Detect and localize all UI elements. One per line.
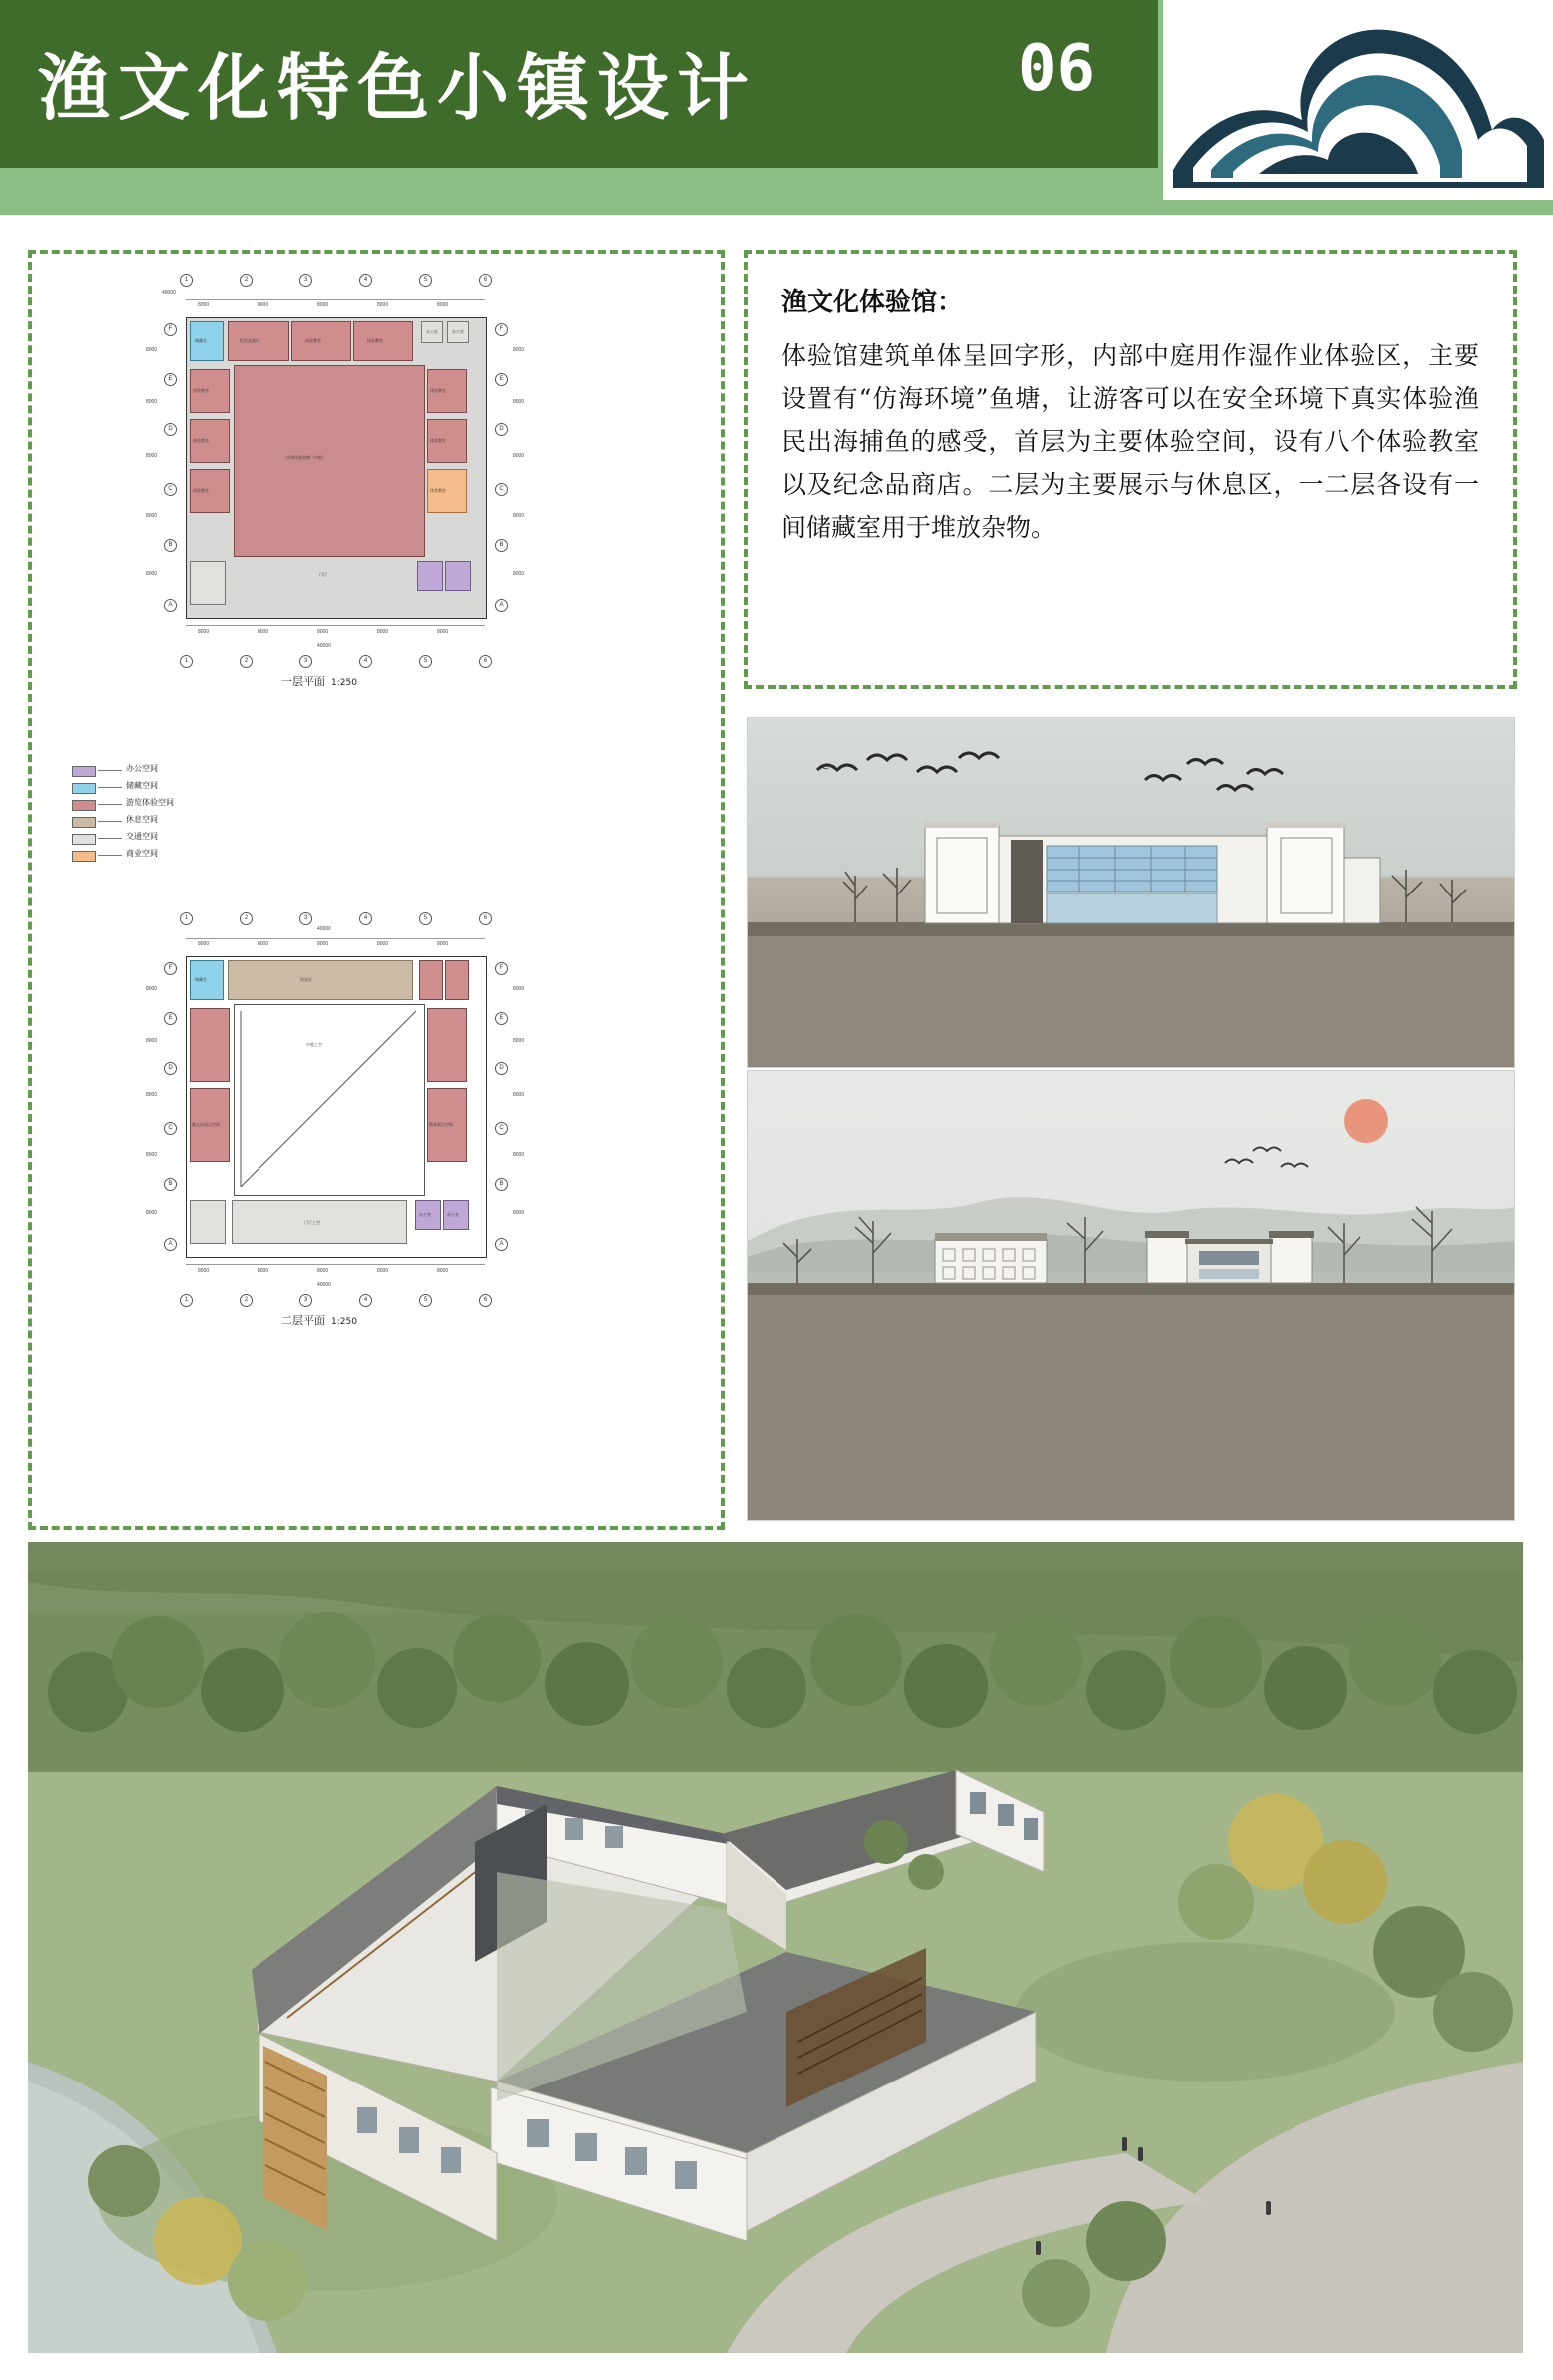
side-dim: 8000 xyxy=(146,399,158,405)
legend-leader xyxy=(98,770,122,771)
second-floor-plan xyxy=(102,912,661,1472)
grid-bubble: 2 xyxy=(240,274,253,287)
side-dim: 8000 xyxy=(513,513,525,519)
bay-dim: 8000 xyxy=(198,941,210,947)
grid-bubble: 6 xyxy=(479,655,492,668)
elevation-south-image xyxy=(747,1070,1515,1521)
room-label: 纪念品商店 xyxy=(240,338,259,343)
grid-bubble: 3 xyxy=(299,274,312,287)
side-dim: 8000 xyxy=(513,1210,525,1216)
side-dim: 8000 xyxy=(146,571,158,577)
legend-leader xyxy=(98,838,122,839)
grid-bubble: A xyxy=(164,599,177,612)
grid-bubble: C xyxy=(164,483,177,496)
bay-dim: 8000 xyxy=(198,629,210,635)
legend-label: 办公空间 xyxy=(126,764,158,773)
bird-icon: 〜 xyxy=(817,762,831,777)
grid-bubble: B xyxy=(164,1178,177,1191)
grid-bubble: 5 xyxy=(419,1294,432,1307)
grid-bubble: F xyxy=(495,962,508,975)
legend-item xyxy=(72,797,252,812)
grid-bubble: 1 xyxy=(180,655,193,668)
bay-dim: 8000 xyxy=(317,629,329,635)
side-dim: 8000 xyxy=(146,513,158,519)
first-floor-plan xyxy=(102,274,661,833)
overall-dim: 40000 xyxy=(317,926,331,932)
legend-item xyxy=(72,814,252,829)
room-label: 体验教室 xyxy=(305,338,321,343)
grid-bubble: B xyxy=(495,1178,508,1191)
legend-swatch xyxy=(72,851,96,862)
overall-dim: 40000 xyxy=(317,1282,331,1288)
room-label: 办公室 xyxy=(419,1212,431,1217)
grid-bubble: 4 xyxy=(359,1294,372,1307)
room-label: 体验教室 xyxy=(193,438,209,443)
grid-bubble: D xyxy=(495,423,508,436)
plan-scale: 1:250 xyxy=(331,678,357,688)
plan-caption-first xyxy=(281,673,357,689)
side-dim: 8000 xyxy=(513,1092,525,1098)
legend-swatch xyxy=(72,783,96,794)
bay-dim: 8000 xyxy=(377,941,389,947)
side-dim: 8000 xyxy=(146,1038,158,1044)
legend-label: 商业空间 xyxy=(126,849,158,858)
legend-swatch xyxy=(72,834,96,845)
side-dim: 8000 xyxy=(513,571,525,577)
grid-bubble: 6 xyxy=(479,912,492,925)
bay-dim: 8000 xyxy=(317,302,329,308)
room-label: 门厅 xyxy=(319,572,327,577)
grid-bubble: C xyxy=(495,483,508,496)
room-label: 储藏室 xyxy=(195,338,207,343)
grid-bubble: F xyxy=(495,323,508,336)
room-label: 中庭上空 xyxy=(306,1042,322,1047)
legend-leader xyxy=(98,855,122,856)
grid-bubble: 3 xyxy=(299,912,312,925)
grid-bubble: 6 xyxy=(479,274,492,287)
grid-bubble: 5 xyxy=(419,274,432,287)
room-label: 休息区 xyxy=(300,977,312,982)
bay-dim: 8000 xyxy=(258,941,269,947)
legend-leader xyxy=(98,787,122,788)
room-label: 体验教室 xyxy=(193,488,209,493)
room-label: 渔文化展示空间 xyxy=(192,1122,220,1127)
grid-bubble: D xyxy=(164,423,177,436)
room-label: 体验教室 xyxy=(430,488,446,493)
grid-bubble: F xyxy=(164,323,177,336)
side-dim: 8000 xyxy=(513,1038,525,1044)
plan-scale: 1:250 xyxy=(331,1317,357,1327)
grid-bubble: 1 xyxy=(180,912,193,925)
side-dim: 8000 xyxy=(146,1210,158,1216)
grid-bubble: C xyxy=(164,1122,177,1135)
room-label: 办公室 xyxy=(452,329,464,334)
side-dim: 8000 xyxy=(146,1092,158,1098)
side-dim: 8000 xyxy=(146,453,158,459)
bay-dim: 8000 xyxy=(437,302,449,308)
grid-bubble: 2 xyxy=(240,655,253,668)
plan-caption-text: 二层平面 xyxy=(281,1314,325,1327)
description-title: 渔文化体验馆： xyxy=(781,288,964,317)
legend-swatch xyxy=(72,817,96,828)
description-panel xyxy=(744,250,1517,689)
grid-bubble: F xyxy=(164,962,177,975)
side-dim: 8000 xyxy=(513,1152,525,1158)
legend-swatch xyxy=(72,800,96,811)
legend-item xyxy=(72,780,252,795)
side-dim: 8000 xyxy=(146,347,158,353)
room-label: 门厅上空 xyxy=(304,1220,320,1225)
grid-bubble: B xyxy=(164,539,177,552)
bay-dim: 8000 xyxy=(198,1268,210,1274)
room-label: 仿海环境鱼塘（中庭） xyxy=(286,455,326,460)
room-label: 渔具展示空间 xyxy=(429,1122,453,1127)
side-dim: 8000 xyxy=(146,986,158,992)
bay-dim: 8000 xyxy=(317,1268,329,1274)
grid-bubble: 5 xyxy=(419,655,432,668)
grid-bubble: 2 xyxy=(240,912,253,925)
room-label: 体验教室 xyxy=(367,338,383,343)
grid-bubble: E xyxy=(164,1012,177,1025)
page-title: 渔文化特色小镇设计 xyxy=(38,46,758,130)
sheet-number: 06 xyxy=(1018,32,1096,106)
bay-dim: 8000 xyxy=(258,302,269,308)
elevation-north-image xyxy=(747,717,1515,1068)
grid-bubble: B xyxy=(495,539,508,552)
legend-item xyxy=(72,763,252,778)
plan-caption-text: 一层平面 xyxy=(281,675,325,688)
grid-bubble: 4 xyxy=(359,655,372,668)
legend-label: 储藏空间 xyxy=(126,781,158,790)
plan-legend xyxy=(72,763,252,865)
room-label: 体验教室 xyxy=(430,438,446,443)
side-dim: 8000 xyxy=(146,1152,158,1158)
grid-bubble: 1 xyxy=(180,1294,193,1307)
overall-dim: 40000 xyxy=(162,290,176,296)
side-dim: 8000 xyxy=(513,399,525,405)
legend-leader xyxy=(98,821,122,822)
grid-bubble: D xyxy=(495,1062,508,1075)
side-dim: 8000 xyxy=(513,986,525,992)
plan-caption-second xyxy=(281,1312,357,1328)
bay-dim: 8000 xyxy=(317,941,329,947)
legend-swatch xyxy=(72,766,96,777)
grid-bubble: E xyxy=(495,373,508,386)
grid-bubble: A xyxy=(164,1238,177,1251)
room-label: 体验教室 xyxy=(430,388,446,393)
room-label: 办公室 xyxy=(426,329,438,334)
legend-leader xyxy=(98,804,122,805)
bay-dim: 8000 xyxy=(258,1268,269,1274)
bay-dim: 8000 xyxy=(437,1268,449,1274)
room-label: 办公室 xyxy=(447,1212,459,1217)
grid-bubble: 3 xyxy=(299,1294,312,1307)
legend-label: 交通空间 xyxy=(126,832,158,841)
grid-bubble: E xyxy=(495,1012,508,1025)
wave-icon xyxy=(1163,0,1553,200)
grid-bubble: 2 xyxy=(240,1294,253,1307)
description-body: 体验馆建筑单体呈回字形，内部中庭用作湿作业体验区，主要设置有“仿海环境”鱼塘，让游客可以在安全环境下真实体验渔民出海捕鱼的感受，首层为主要体验空间，设有八个体验教室以及纪念品商店。二层为主要展示与休息区，一二层各设有一间储藏室用于堆放杂物。 xyxy=(781,341,1479,542)
grid-bubble: 6 xyxy=(479,1294,492,1307)
legend-label: 休息空间 xyxy=(126,815,158,824)
side-dim: 8000 xyxy=(513,347,525,353)
bay-dim: 8000 xyxy=(377,302,389,308)
room-label: 储藏室 xyxy=(195,977,207,982)
bay-dim: 8000 xyxy=(258,629,269,635)
legend-label: 游览体验空间 xyxy=(126,798,174,807)
grid-bubble: 5 xyxy=(419,912,432,925)
legend-item xyxy=(72,831,252,846)
legend-item xyxy=(72,848,252,863)
overall-dim: 40000 xyxy=(317,643,331,649)
grid-bubble: 4 xyxy=(359,274,372,287)
grid-bubble: A xyxy=(495,1238,508,1251)
page-header xyxy=(0,0,1553,215)
bay-dim: 8000 xyxy=(198,302,210,308)
grid-bubble: D xyxy=(164,1062,177,1075)
bay-dim: 8000 xyxy=(437,941,449,947)
grid-bubble: E xyxy=(164,373,177,386)
bay-dim: 8000 xyxy=(377,1268,389,1274)
grid-bubble: 3 xyxy=(299,655,312,668)
bay-dim: 8000 xyxy=(377,629,389,635)
grid-bubble: A xyxy=(495,599,508,612)
plans-panel xyxy=(28,250,725,1530)
grid-bubble: 4 xyxy=(359,912,372,925)
bay-dim: 8000 xyxy=(437,629,449,635)
grid-bubble: 1 xyxy=(180,274,193,287)
grid-bubble: C xyxy=(495,1122,508,1135)
room-label: 体验教室 xyxy=(193,388,209,393)
side-dim: 8000 xyxy=(513,453,525,459)
aerial-render-image xyxy=(28,1542,1523,2353)
